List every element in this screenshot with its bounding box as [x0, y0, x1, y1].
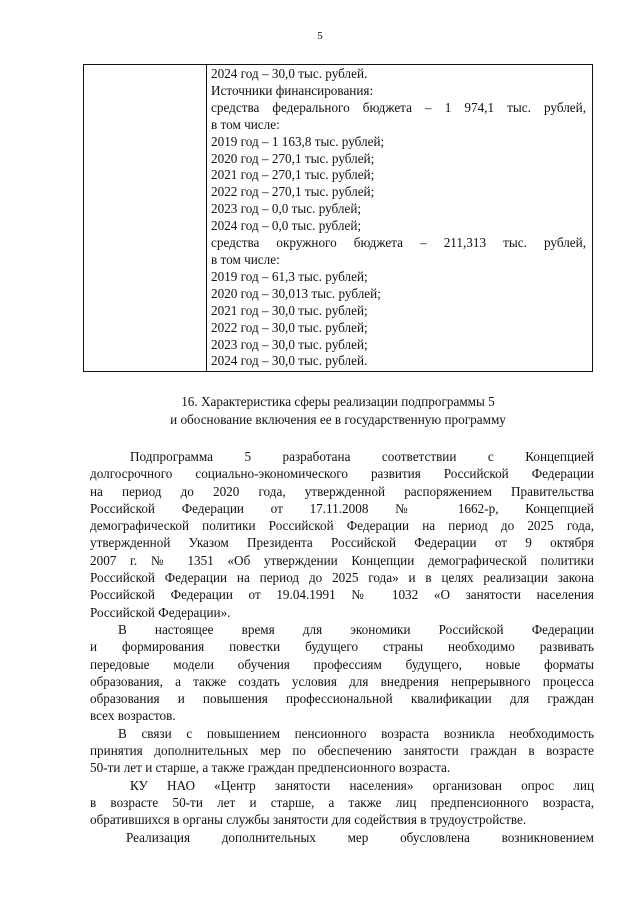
paragraph-line: В связи с повышением пенсионного возраста возникла необходимость: [118, 725, 594, 741]
paragraph-line: и формирования повестки будущего страны необходимо развивать: [90, 639, 594, 655]
table-line: 2020 год – 270,1 тыс. рублей;: [211, 150, 375, 166]
table-cell-label: [84, 65, 207, 372]
table-line: Источники финансирования:: [211, 82, 374, 98]
paragraph-line: на период до 2020 года, утвержденной распоряжением Правительства: [90, 483, 594, 499]
paragraph-line: Реализация дополнительных мер обусловлена возникновением: [126, 829, 594, 845]
table-row: [84, 65, 593, 372]
table-line: 2022 год – 270,1 тыс. рублей;: [211, 184, 375, 200]
table-line: 2022 год – 30,0 тыс. рублей;: [211, 319, 368, 335]
paragraph-line: в возрасте 50-ти лет и старше, а также лиц предпенсионного возраста,: [90, 794, 594, 810]
section-heading-line: 16. Характеристика сферы реализации подпрограммы 5: [181, 394, 495, 409]
table-line: 2024 год – 0,0 тыс. рублей;: [211, 218, 362, 234]
paragraph-line: утвержденной Указом Президента Российской Федерации от 9 октября: [90, 535, 594, 551]
table-line: 2021 год – 270,1 тыс. рублей;: [211, 167, 375, 183]
paragraph-line: Российской Федерации».: [90, 604, 231, 620]
paragraph-line: Российской Федерации от 17.11.2008 № 1662-р, Концепцией: [90, 500, 594, 516]
paragraph: [90, 777, 594, 829]
paragraph-line: демографической политики Российской Федерации на период до 2025 года,: [90, 518, 594, 534]
table-line: средства окружного бюджета – 211,313 тыс. рублей,: [211, 235, 586, 251]
paragraph-line: образования, а также создать условия для внедрения непрерывного процесса: [90, 673, 594, 689]
table-line: 2023 год – 0,0 тыс. рублей;: [211, 201, 362, 217]
paragraph-line: принятия дополнительных мер по обеспечению занятости граждан в возрасте: [90, 743, 594, 759]
paragraph-line: образования и повышения профессиональной квалификации для граждан: [90, 691, 594, 707]
paragraph: [90, 725, 594, 777]
paragraph-line: 50-ти лет и старше, а также граждан предпенсионного возраста.: [90, 760, 451, 776]
paragraph: [90, 829, 594, 846]
paragraph-line: Российской Федерации от 19.04.1991 № 1032 «О занятости населения: [90, 587, 594, 603]
paragraph-line: КУ НАО «Центр занятости населения» организован опрос лиц: [130, 777, 594, 793]
table-line: в том числе:: [211, 251, 280, 267]
table-line: 2021 год – 30,0 тыс. рублей;: [211, 302, 368, 318]
paragraph: [90, 621, 594, 725]
table-cell-financing: [207, 65, 593, 372]
paragraph-line: передовые модели обучения профессиям будущего, новые форматы: [90, 656, 594, 672]
page-number: 5: [317, 30, 323, 42]
table-line: 2024 год – 30,0 тыс. рублей.: [211, 353, 368, 369]
table-line: 2019 год – 1 163,8 тыс. рублей;: [211, 133, 385, 149]
table-line: 2024 год – 30,0 тыс. рублей.: [211, 66, 368, 81]
table-line: в том числе:: [211, 116, 280, 132]
table-line: 2023 год – 30,0 тыс. рублей;: [211, 336, 368, 352]
paragraph-line: Подпрограмма 5 разработана соответствии с Концепцией: [130, 449, 594, 464]
financing-table: [83, 64, 593, 372]
paragraph-line: всех возрастов.: [90, 708, 176, 724]
paragraph-line: В настоящее время для экономики Российской Федерации: [118, 621, 594, 637]
paragraph-line: долгосрочного социально-экономического развития Российской Федерации: [90, 466, 594, 482]
section-heading-line: и обоснование включения ее в государственную программу: [170, 412, 506, 427]
paragraph-line: обратившихся в органы службы занятости для содействия в трудоустройстве.: [90, 812, 527, 828]
table-line: 2020 год – 30,013 тыс. рублей;: [211, 285, 381, 301]
paragraph-line: 2007 г. № 1351 «Об утверждении Концепции демографической политики: [90, 552, 594, 568]
table-line: 2019 год – 61,3 тыс. рублей;: [211, 268, 368, 284]
paragraph-line: Российской Федерации на период до 2025 года» и в целях реализации закона: [90, 570, 594, 586]
body-text: [90, 448, 594, 846]
section-heading: [83, 393, 593, 429]
paragraph: [90, 448, 594, 621]
table-line: средства федерального бюджета – 1 974,1 тыс. рублей,: [211, 99, 586, 115]
